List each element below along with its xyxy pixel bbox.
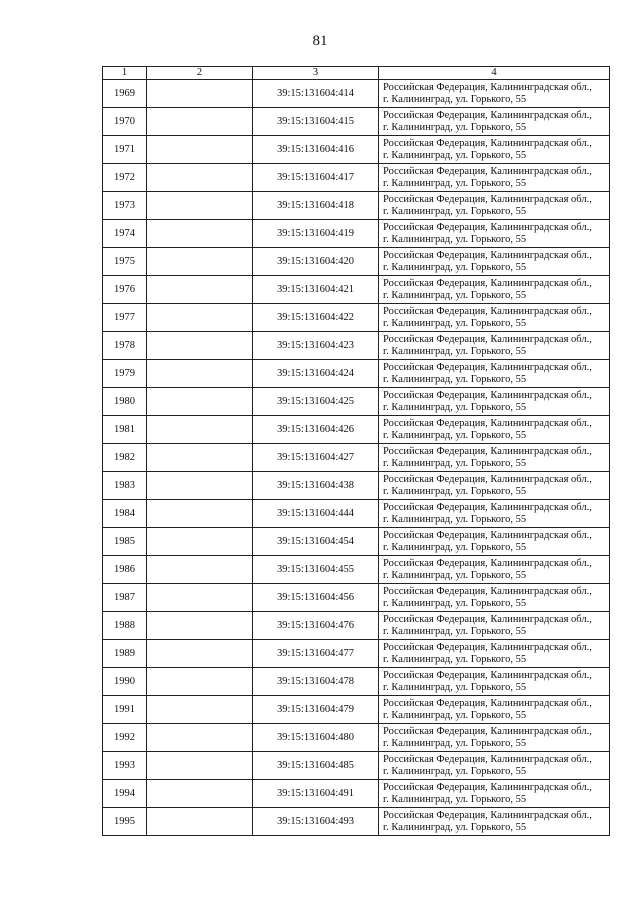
cadastral-number-cell: 39:15:131604:423 [253, 332, 379, 360]
address-cell [379, 332, 610, 360]
header-row [103, 67, 610, 80]
empty-cell [147, 584, 253, 612]
column-header-3: 3 [253, 67, 379, 80]
cadastral-number-cell: 39:15:131604:420 [253, 248, 379, 276]
table-row [103, 276, 610, 304]
address-cell [379, 164, 610, 192]
address-cell [379, 136, 610, 164]
cadastral-number-cell: 39:15:131604:491 [253, 780, 379, 808]
cadastral-number-cell: 39:15:131604:438 [253, 472, 379, 500]
cadastral-number-cell: 39:15:131604:426 [253, 416, 379, 444]
address-line-2: г. Калининград, ул. Горького, 55 [383, 485, 527, 497]
row-number-cell: 1981 [103, 416, 147, 444]
table-body [103, 80, 610, 836]
row-number-cell: 1993 [103, 752, 147, 780]
row-number-cell: 1991 [103, 696, 147, 724]
empty-cell [147, 640, 253, 668]
row-number-cell: 1990 [103, 668, 147, 696]
address-line-1: Российская Федерация, Калининградская обл., [383, 445, 592, 457]
address-line-1: Российская Федерация, Калининградская обл., [383, 613, 592, 625]
empty-cell [147, 80, 253, 108]
empty-cell [147, 164, 253, 192]
address-line-2: г. Калининград, ул. Горького, 55 [383, 429, 527, 441]
address-cell [379, 416, 610, 444]
empty-cell [147, 220, 253, 248]
address-line-1: Российская Федерация, Калининградская обл., [383, 725, 592, 737]
empty-cell [147, 780, 253, 808]
cadastral-number-cell: 39:15:131604:421 [253, 276, 379, 304]
address-cell [379, 612, 610, 640]
address-cell [379, 696, 610, 724]
cadastral-number-cell: 39:15:131604:425 [253, 388, 379, 416]
address-line-1: Российская Федерация, Калининградская обл., [383, 277, 592, 289]
empty-cell [147, 360, 253, 388]
empty-cell [147, 416, 253, 444]
row-number-cell: 1992 [103, 724, 147, 752]
address-cell [379, 724, 610, 752]
address-cell [379, 388, 610, 416]
empty-cell [147, 276, 253, 304]
row-number-cell: 1980 [103, 388, 147, 416]
table-row [103, 724, 610, 752]
row-number-cell: 1976 [103, 276, 147, 304]
cadastral-number-cell: 39:15:131604:414 [253, 80, 379, 108]
row-number-cell: 1979 [103, 360, 147, 388]
cadastral-number-cell: 39:15:131604:493 [253, 808, 379, 836]
cadastral-number-cell: 39:15:131604:454 [253, 528, 379, 556]
address-line-1: Российская Федерация, Калининградская обл., [383, 305, 592, 317]
empty-cell [147, 304, 253, 332]
row-number-cell: 1982 [103, 444, 147, 472]
row-number-cell: 1974 [103, 220, 147, 248]
address-line-2: г. Калининград, ул. Горького, 55 [383, 765, 527, 777]
address-line-1: Российская Федерация, Калининградская обл., [383, 249, 592, 261]
table-row [103, 136, 610, 164]
row-number-cell: 1969 [103, 80, 147, 108]
address-line-1: Российская Федерация, Калининградская обл., [383, 137, 592, 149]
table-row [103, 416, 610, 444]
cadastral-number-cell: 39:15:131604:455 [253, 556, 379, 584]
address-line-2: г. Калининград, ул. Горького, 55 [383, 261, 527, 273]
row-number-cell: 1978 [103, 332, 147, 360]
empty-cell [147, 808, 253, 836]
address-line-1: Российская Федерация, Калининградская обл., [383, 529, 592, 541]
address-line-1: Российская Федерация, Калининградская обл., [383, 109, 592, 121]
address-line-2: г. Калининград, ул. Горького, 55 [383, 625, 527, 637]
address-line-2: г. Калининград, ул. Горького, 55 [383, 149, 527, 161]
empty-cell [147, 724, 253, 752]
address-line-2: г. Калининград, ул. Горького, 55 [383, 597, 527, 609]
column-header-1: 1 [103, 67, 147, 80]
table-row [103, 556, 610, 584]
row-number-cell: 1989 [103, 640, 147, 668]
empty-cell [147, 696, 253, 724]
address-cell [379, 360, 610, 388]
row-number-cell: 1983 [103, 472, 147, 500]
address-line-1: Российская Федерация, Калининградская обл., [383, 697, 592, 709]
row-number-cell: 1985 [103, 528, 147, 556]
table-row [103, 668, 610, 696]
cadastral-number-cell: 39:15:131604:416 [253, 136, 379, 164]
empty-cell [147, 444, 253, 472]
address-cell [379, 556, 610, 584]
table-row [103, 360, 610, 388]
address-line-2: г. Калининград, ул. Горького, 55 [383, 233, 527, 245]
address-line-1: Российская Федерация, Калининградская обл., [383, 221, 592, 233]
empty-cell [147, 668, 253, 696]
row-number-cell: 1970 [103, 108, 147, 136]
address-cell [379, 472, 610, 500]
table-row [103, 108, 610, 136]
row-number-cell: 1995 [103, 808, 147, 836]
table-row [103, 528, 610, 556]
address-line-2: г. Калининград, ул. Горького, 55 [383, 457, 527, 469]
empty-cell [147, 108, 253, 136]
table-row [103, 472, 610, 500]
address-line-2: г. Калининград, ул. Горького, 55 [383, 93, 527, 105]
address-line-1: Российская Федерация, Калининградская обл., [383, 473, 592, 485]
address-line-2: г. Калининград, ул. Горького, 55 [383, 737, 527, 749]
address-line-1: Российская Федерация, Калининградская обл., [383, 809, 592, 821]
cadastral-number-cell: 39:15:131604:415 [253, 108, 379, 136]
address-cell [379, 808, 610, 836]
table-row [103, 808, 610, 836]
cadastral-number-cell: 39:15:131604:417 [253, 164, 379, 192]
address-cell [379, 640, 610, 668]
address-cell [379, 500, 610, 528]
cadastral-number-cell: 39:15:131604:480 [253, 724, 379, 752]
address-line-2: г. Калининград, ул. Горького, 55 [383, 653, 527, 665]
address-line-1: Российская Федерация, Калининградская обл., [383, 585, 592, 597]
address-line-2: г. Калининград, ул. Горького, 55 [383, 345, 527, 357]
empty-cell [147, 528, 253, 556]
address-cell [379, 304, 610, 332]
address-line-2: г. Калининград, ул. Горького, 55 [383, 681, 527, 693]
cadastral-number-cell: 39:15:131604:427 [253, 444, 379, 472]
row-number-cell: 1971 [103, 136, 147, 164]
row-number-cell: 1977 [103, 304, 147, 332]
empty-cell [147, 500, 253, 528]
table-row [103, 388, 610, 416]
empty-cell [147, 192, 253, 220]
cadastral-number-cell: 39:15:131604:424 [253, 360, 379, 388]
empty-cell [147, 332, 253, 360]
address-line-2: г. Калининград, ул. Горького, 55 [383, 401, 527, 413]
address-cell [379, 668, 610, 696]
address-line-2: г. Калининград, ул. Горького, 55 [383, 793, 527, 805]
table-header [103, 67, 610, 80]
cadastral-number-cell: 39:15:131604:476 [253, 612, 379, 640]
address-cell [379, 108, 610, 136]
address-cell [379, 584, 610, 612]
column-header-2: 2 [147, 67, 253, 80]
column-header-4: 4 [379, 67, 610, 80]
address-cell [379, 276, 610, 304]
address-line-2: г. Калининград, ул. Горького, 55 [383, 821, 527, 833]
row-number-cell: 1986 [103, 556, 147, 584]
row-number-cell: 1987 [103, 584, 147, 612]
address-line-1: Российская Федерация, Калининградская обл., [383, 501, 592, 513]
address-line-1: Российская Федерация, Калининградская обл., [383, 361, 592, 373]
table-row [103, 248, 610, 276]
address-line-1: Российская Федерация, Калининградская обл., [383, 165, 592, 177]
table-row [103, 332, 610, 360]
table-row [103, 220, 610, 248]
table-row [103, 696, 610, 724]
address-cell [379, 80, 610, 108]
cadastral-number-cell: 39:15:131604:477 [253, 640, 379, 668]
table-row [103, 500, 610, 528]
table-row [103, 780, 610, 808]
address-line-2: г. Калининград, ул. Горького, 55 [383, 373, 527, 385]
address-line-1: Российская Федерация, Калининградская обл., [383, 193, 592, 205]
address-cell [379, 444, 610, 472]
empty-cell [147, 752, 253, 780]
address-line-2: г. Калининград, ул. Горького, 55 [383, 569, 527, 581]
table-row [103, 304, 610, 332]
table-row [103, 192, 610, 220]
row-number-cell: 1988 [103, 612, 147, 640]
empty-cell [147, 388, 253, 416]
cadastral-number-cell: 39:15:131604:485 [253, 752, 379, 780]
empty-cell [147, 556, 253, 584]
address-cell [379, 780, 610, 808]
address-line-1: Российская Федерация, Калининградская обл., [383, 641, 592, 653]
address-line-1: Российская Федерация, Калининградская обл., [383, 417, 592, 429]
address-line-1: Российская Федерация, Калининградская обл., [383, 389, 592, 401]
address-line-1: Российская Федерация, Калининградская обл., [383, 333, 592, 345]
cadastral-number-cell: 39:15:131604:422 [253, 304, 379, 332]
row-number-cell: 1973 [103, 192, 147, 220]
address-line-2: г. Калининград, ул. Горького, 55 [383, 541, 527, 553]
row-number-cell: 1984 [103, 500, 147, 528]
cadastral-number-cell: 39:15:131604:456 [253, 584, 379, 612]
address-line-2: г. Калининград, ул. Горького, 55 [383, 317, 527, 329]
row-number-cell: 1975 [103, 248, 147, 276]
page-number: 81 [312, 33, 328, 49]
cadastral-number-cell: 39:15:131604:478 [253, 668, 379, 696]
address-line-1: Российская Федерация, Калининградская обл., [383, 781, 592, 793]
address-line-1: Российская Федерация, Калининградская обл., [383, 81, 592, 93]
empty-cell [147, 612, 253, 640]
empty-cell [147, 248, 253, 276]
table-row [103, 612, 610, 640]
address-cell [379, 220, 610, 248]
row-number-cell: 1994 [103, 780, 147, 808]
table-row [103, 80, 610, 108]
address-line-2: г. Калининград, ул. Горького, 55 [383, 709, 527, 721]
table-row [103, 584, 610, 612]
address-line-2: г. Калининград, ул. Горького, 55 [383, 121, 527, 133]
address-cell [379, 192, 610, 220]
table-row [103, 164, 610, 192]
table-row [103, 444, 610, 472]
cadastral-number-cell: 39:15:131604:444 [253, 500, 379, 528]
address-cell [379, 248, 610, 276]
address-cell [379, 752, 610, 780]
address-cell [379, 528, 610, 556]
table-row [103, 640, 610, 668]
empty-cell [147, 472, 253, 500]
cadastral-number-cell: 39:15:131604:479 [253, 696, 379, 724]
registry-table [102, 66, 610, 836]
address-line-2: г. Калининград, ул. Горького, 55 [383, 289, 527, 301]
empty-cell [147, 136, 253, 164]
address-line-1: Российская Федерация, Калининградская обл., [383, 557, 592, 569]
address-line-1: Российская Федерация, Калининградская обл., [383, 753, 592, 765]
table-row [103, 752, 610, 780]
address-line-1: Российская Федерация, Калининградская обл., [383, 669, 592, 681]
cadastral-number-cell: 39:15:131604:419 [253, 220, 379, 248]
address-line-2: г. Калининград, ул. Горького, 55 [383, 177, 527, 189]
address-line-2: г. Калининград, ул. Горького, 55 [383, 205, 527, 217]
cadastral-number-cell: 39:15:131604:418 [253, 192, 379, 220]
row-number-cell: 1972 [103, 164, 147, 192]
address-line-2: г. Калининград, ул. Горького, 55 [383, 513, 527, 525]
